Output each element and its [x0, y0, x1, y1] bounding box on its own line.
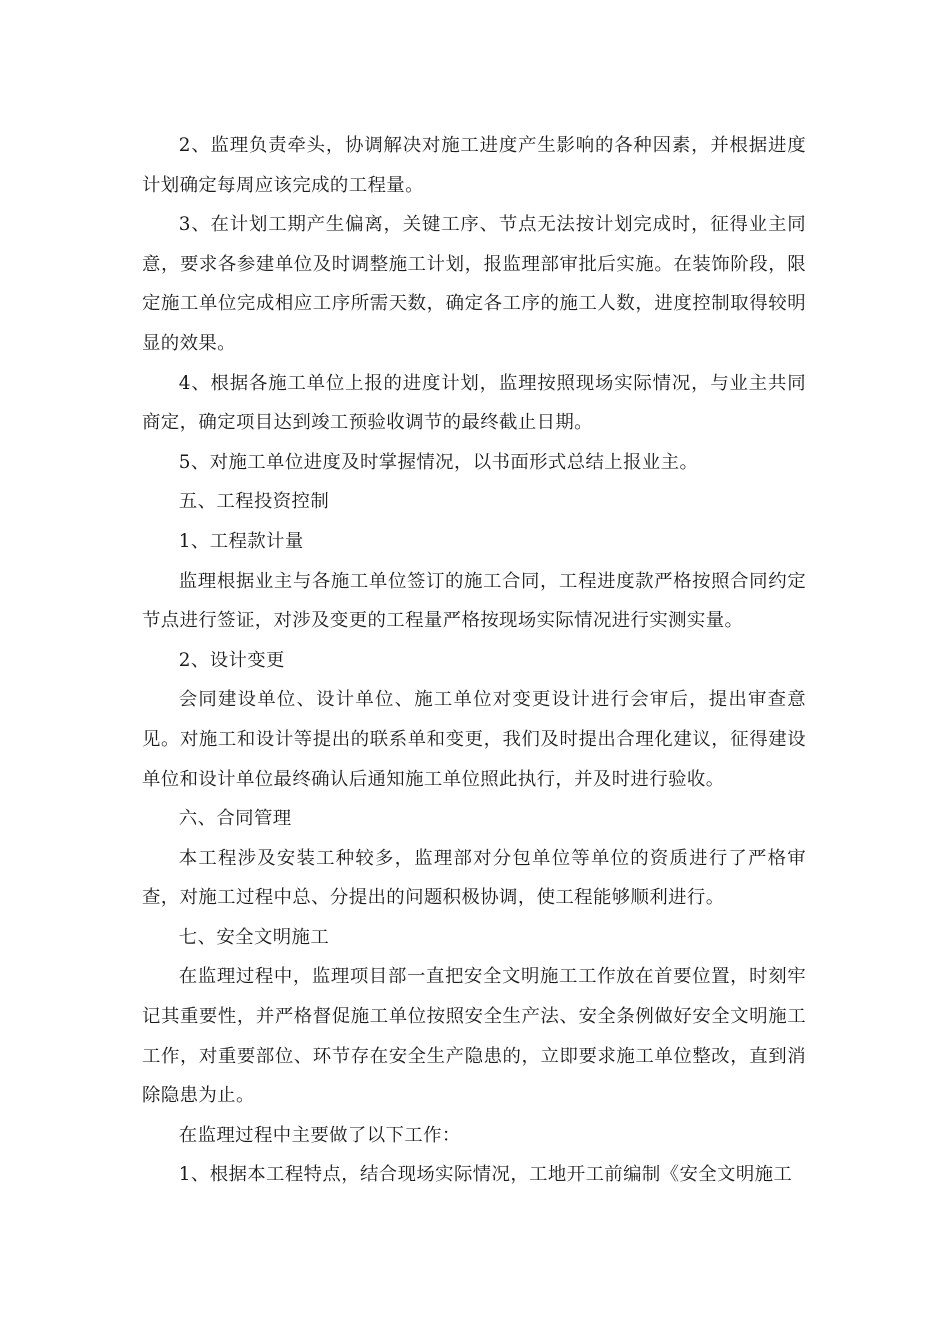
- paragraph-work-item-1: 1、根据本工程特点，结合现场实际情况，工地开工前编制《安全文明施工: [178, 1164, 793, 1186]
- paragraph-payment-measurement: 监理根据业主与各施工单位签订的施工合同，工程进度款严格按照合同约定节点进行签证，对涉及变更的工程量严格按现场实际情况进行实测实量。: [142, 570, 806, 632]
- paragraph-safety: 在监理过程中，监理项目部一直把安全文明施工工作放在首要位置，时刻牢记其重要性，并严格督促施工单位按照安全生产法、安全条例做好安全文明施工工作，对重要部位、环节存在安全生产隐患的，立即要求施工单位整改，直到消除隐患为止。: [142, 966, 806, 1107]
- paragraph-progress-3: 3、在计划工期产生偏离，关键工序、节点无法按计划完成时，征得业主同意，要求各参建单位及时调整施工计划，报监理部审批后实施。在装饰阶段，限定施工单位完成相应工序所需天数，确定各工序的施工人数，进度控制取得较明显的效果。: [142, 214, 806, 354]
- section-heading-safety: 七、安全文明施工: [178, 926, 330, 948]
- section-heading-contract-management: 六、合同管理: [178, 808, 292, 830]
- subheading-design-change: 2、设计变更: [178, 649, 285, 671]
- paragraph-work-intro: 在监理过程中主要做了以下工作：: [178, 1124, 461, 1146]
- paragraph-design-change: 会同建设单位、设计单位、施工单位对变更设计进行会审后，提出审查意见。对施工和设计等提出的联系单和变更，我们及时提出合理化建议，征得建设单位和设计单位最终确认后通知施工单位照此执行，并及时进行验收。: [142, 689, 806, 790]
- section-heading-investment-control: 五、工程投资控制: [178, 491, 330, 513]
- paragraph-progress-4: 4、根据各施工单位上报的进度计划，监理按照现场实际情况，与业主共同商定，确定项目达到竣工预验收调节的最终截止日期。: [142, 372, 806, 434]
- paragraph-progress-2: 2、监理负责牵头，协调解决对施工进度产生影响的各种因素，并根据进度计划确定每周应该完成的工程量。: [142, 135, 806, 196]
- document-body: [142, 126, 806, 1195]
- paragraph-progress-5: 5、对施工单位进度及时掌握情况，以书面形式总结上报业主。: [178, 451, 699, 473]
- paragraph-contract-management: 本工程涉及安装工种较多，监理部对分包单位等单位的资质进行了严格审查，对施工过程中总、分提出的问题积极协调，使工程能够顺利进行。: [142, 847, 806, 909]
- subheading-payment-measurement: 1、工程款计量: [178, 530, 304, 552]
